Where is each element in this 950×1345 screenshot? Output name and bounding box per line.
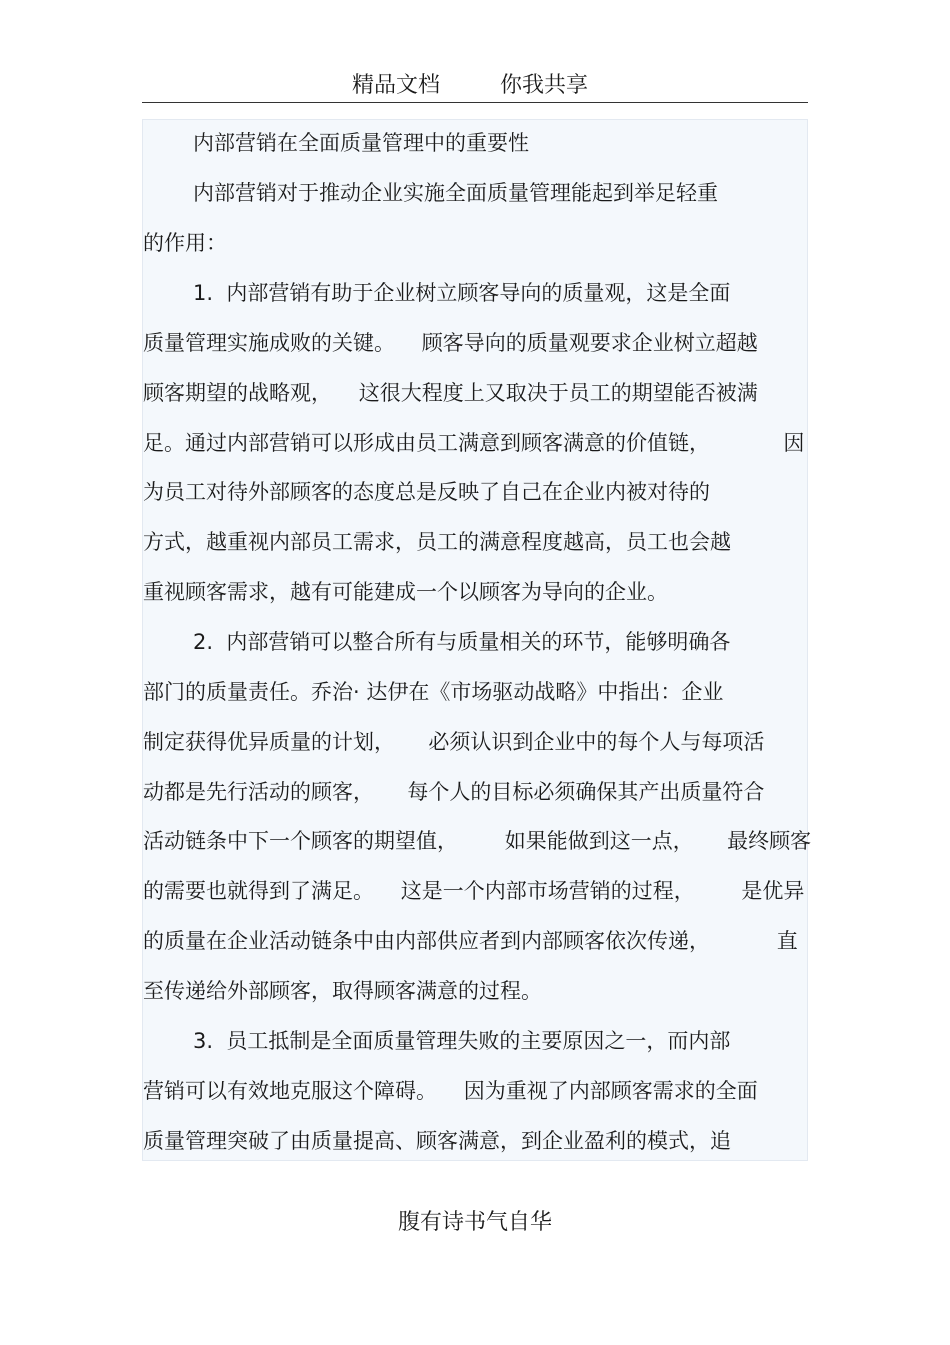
text-line: 2. 内部营销可以整合所有与质量相关的环节，能够明确各 [193,630,731,654]
text-line: 的质量在企业活动链条中由内部供应者到内部顾客依次传递， 直 [143,929,798,953]
text-line: 部门的质量责任。乔治· 达伊在《市场驱动战略》中指出：企业 [143,680,724,704]
text-line: 为员工对待外部顾客的态度总是反映了自己在企业内被对待的 [143,480,710,504]
text-line: 3. 员工抵制是全面质量管理失败的主要原因之一，而内部 [193,1029,731,1053]
text-line: 足。通过内部营销可以形成由员工满意到顾客满意的价值链， 因 [143,431,805,455]
header-right-text: 你我共享 [500,73,589,98]
text-line: 的需要也就得到了满足。 这是一个内部市场营销的过程， 是优异 [143,879,805,903]
text-line: 顾客期望的战略观， 这很大程度上又取决于员工的期望能否被满 [143,381,758,405]
text-line: 质量管理实施成败的关键。 顾客导向的质量观要求企业树立超越 [143,331,758,355]
document-title: 内部营销在全面质量管理中的重要性 [193,131,529,155]
text-line: 内部营销对于推动企业实施全面质量管理能起到举足轻重 [193,181,718,205]
text-line: 营销可以有效地克服这个障碍。 因为重视了内部顾客需求的全面 [143,1079,758,1103]
page-footer: 腹有诗书气自华 [397,1210,552,1235]
document-body [142,119,812,1161]
text-line: 至传递给外部顾客，取得顾客满意的过程。 [143,979,542,1003]
text-line: 动都是先行活动的顾客， 每个人的目标必须确保其产出质量符合 [143,780,765,804]
text-line: 制定获得优异质量的计划， 必须认识到企业中的每个人与每项活 [143,730,765,754]
text-line: 方式，越重视内部员工需求，员工的满意程度越高，员工也会越 [143,530,731,554]
text-line: 活动链条中下一个顾客的期望值， 如果能做到这一点， 最终顾客 [143,829,812,853]
header-left-text: 精品文档 [352,73,441,98]
text-line: 质量管理突破了由质量提高、顾客满意，到企业盈利的模式，追 [143,1129,731,1153]
text-line: 的作用： [143,231,227,255]
page-header [142,62,808,103]
text-line: 重视顾客需求，越有可能建成一个以顾客为导向的企业。 [143,580,668,604]
text-line: 1. 内部营销有助于企业树立顾客导向的质量观，这是全面 [193,281,731,305]
